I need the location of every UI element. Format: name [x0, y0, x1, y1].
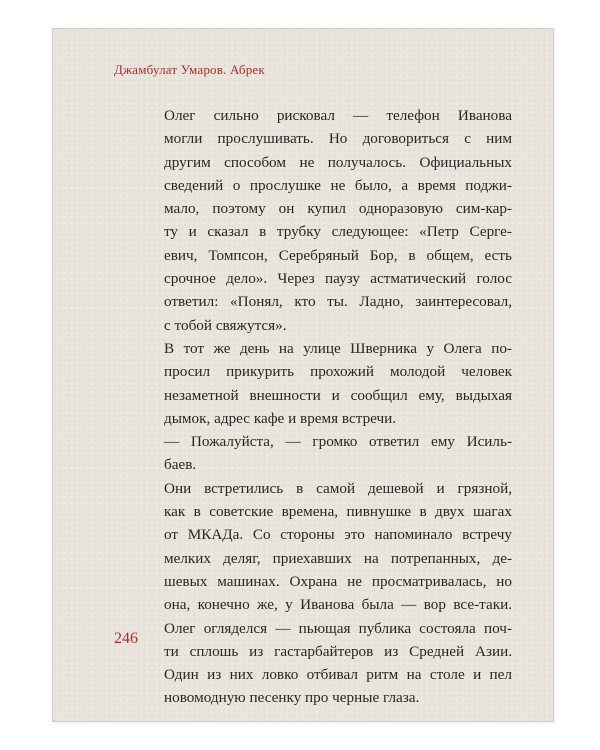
text-line: Олег сильно рисковал — телефон Иванова [164, 107, 512, 124]
paragraph-3 [140, 430, 512, 477]
text-line: незаметной внешности и сообщил ему, выдыхая [164, 386, 512, 404]
text-line: с тобой свяжутся». [164, 316, 287, 334]
text-line: срочное дело». Через паузу астматический голос [164, 270, 512, 288]
text-line: В тот же день на улице Шверника у Олега по- [164, 339, 512, 357]
text-line: евич, Томпсон, Серебряный Бор, в общем, есть [164, 246, 512, 264]
text-line: Они встретились в самой дешевой и грязной, [164, 479, 512, 497]
text-line: ти сплошь из гастарбайтеров из Средней Азии. [164, 642, 512, 660]
book-page [52, 28, 554, 722]
text-line: баев. [164, 456, 197, 474]
text-line: новомодную песенку про черные глаза. [164, 689, 420, 707]
text-line: от МКАДа. Со стороны это напоминало встречу [164, 526, 512, 544]
text-line: ту и сказал в трубку следующее: «Петр Серге- [164, 223, 512, 241]
text-line: сведений о прослушке не было, а время поджи- [164, 176, 512, 194]
text-line: другим способом не получалось. Официальных [164, 153, 512, 171]
text-line: мало, поэтому он купил одноразовую сим-кар- [164, 200, 512, 218]
text-line: просил прикурить прохожий молодой человек [164, 363, 512, 381]
paragraph-2 [140, 337, 512, 430]
text-line: ответил: «Понял, кто ты. Ладно, заинтересовал, [164, 293, 512, 311]
running-head: Джамбулат Умаров. Абрек [114, 62, 265, 77]
text-line: она, конечно же, у Иванова была — вор все-таки. [164, 596, 512, 614]
text-line: как в советские времена, пивнушке в двух шагах [164, 503, 512, 521]
text-line: могли прослушивать. Но договориться с ним [164, 130, 512, 148]
body-text [140, 104, 512, 710]
paragraph-1 [140, 104, 512, 337]
text-line: мелких деляг, приехавших на потрепанных, де- [164, 549, 512, 567]
text-line: Олег огляделся — пьющая публика состояла поч- [164, 619, 512, 637]
text-line: Один из них ловко отбивал ритм на столе и пел [164, 666, 512, 684]
text-line: дымок, адрес кафе и время встречи. [164, 409, 397, 427]
text-line: шевых машинах. Охрана не просматривалась, но [164, 572, 512, 590]
paragraph-4 [140, 477, 512, 710]
page-number: 246 [114, 630, 138, 647]
text-line: — Пожалуйста, — громко ответил ему Исиль- [164, 433, 512, 451]
